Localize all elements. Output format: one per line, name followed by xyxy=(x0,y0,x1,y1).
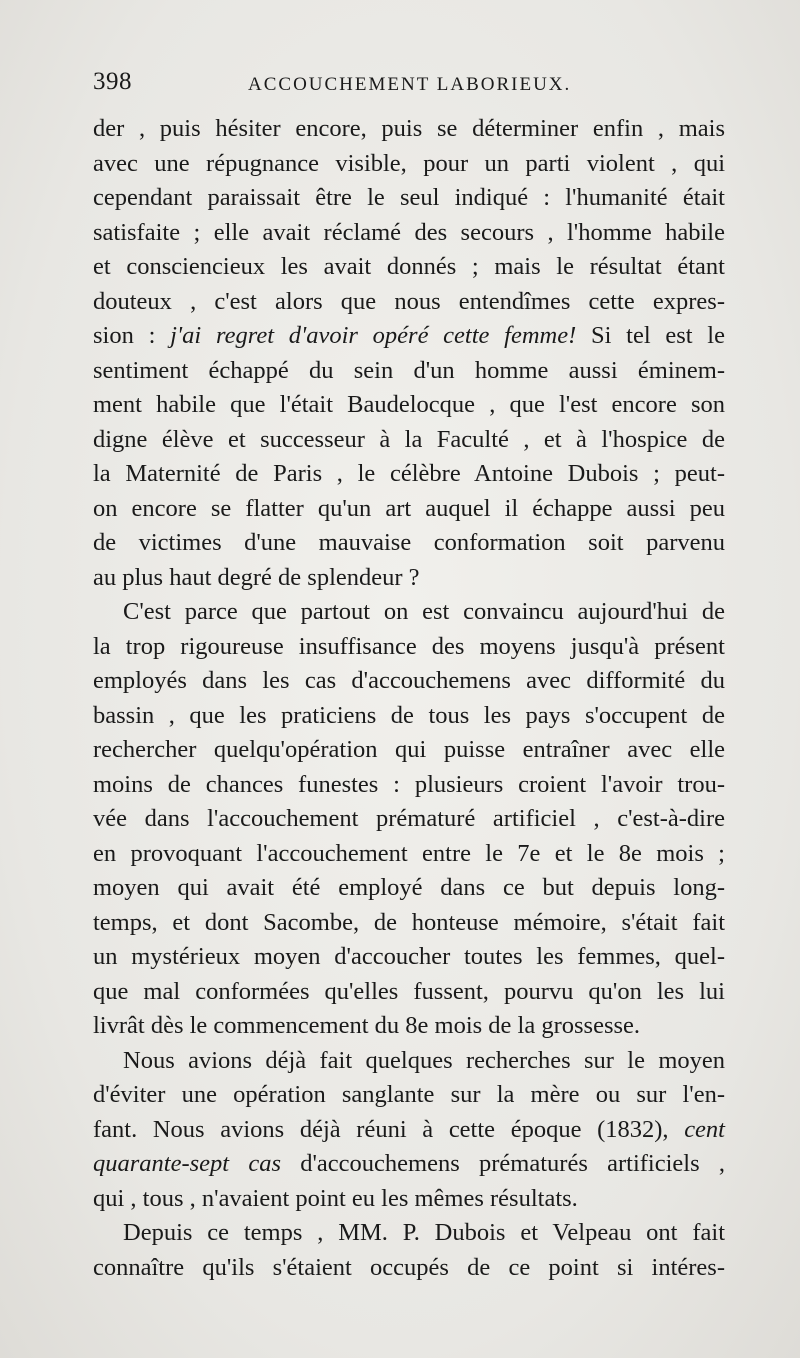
text-line: livrât dès le commencement du 8e mois de la grossesse. xyxy=(93,1012,641,1039)
text-line: satisfaite ; elle avait réclamé des secours , l'homme habile xyxy=(93,218,725,246)
text-line: un mystérieux moyen d'accoucher toutes les femmes, quel- xyxy=(93,943,725,970)
text-line: sentiment échappé du sein d'un homme aussi éminem- xyxy=(93,356,725,384)
text-line: employés dans les cas d'accouchemens avec difformité du xyxy=(93,667,725,694)
italic-count: cent xyxy=(684,1115,725,1143)
text-line: de victimes d'une mauvaise conformation soit parvenu xyxy=(93,529,725,556)
text-line: connaître qu'ils s'étaient occupés de ce point si intéres- xyxy=(93,1253,725,1281)
body-text xyxy=(93,112,725,1285)
text-segment: d'accouchemens prématurés artificiels , xyxy=(281,1150,726,1177)
text-line: douteux , c'est alors que nous entendîmes cette expres- xyxy=(93,287,725,315)
paragraph-1 xyxy=(93,112,725,595)
text-segment: sion : xyxy=(93,322,171,349)
text-line: digne élève et successeur à la Faculté , et à l'hospice de xyxy=(93,425,725,453)
text-segment: Si tel est le xyxy=(576,322,725,349)
page-number: 398 xyxy=(93,68,132,95)
text-line: Depuis ce temps , MM. P. Dubois et Velpeau ont fait xyxy=(123,1219,725,1246)
text-line: que mal conformées qu'elles fussent, pourvu qu'on les lui xyxy=(93,977,725,1005)
text-line: qui , tous , n'avaient point eu les mêmes résultats. xyxy=(93,1184,578,1212)
text-line: la trop rigoureuse insuffisance des moyens jusqu'à présent xyxy=(93,632,725,660)
text-line: rechercher quelqu'opération qui puisse entraîner avec elle xyxy=(93,736,725,763)
text-line: ment habile que l'était Baudelocque , que l'est encore son xyxy=(93,391,725,418)
text-line: la Maternité de Paris , le célèbre Antoine Dubois ; peut- xyxy=(93,460,725,487)
italic-count: quarante-sept cas xyxy=(93,1150,282,1177)
page-header xyxy=(93,68,725,104)
text-line: moins de chances funestes : plusieurs croient l'avoir trou- xyxy=(93,770,725,798)
text-line: avec une répugnance visible, pour un parti violent , qui xyxy=(93,149,725,177)
text-line: temps, et dont Sacombe, de honteuse mémoire, s'était fait xyxy=(93,908,725,936)
paragraph-3 xyxy=(93,1044,725,1217)
text-line: moyen qui avait été employé dans ce but depuis long- xyxy=(93,874,725,901)
text-line: et consciencieux les avait donnés ; mais le résultat étant xyxy=(93,253,725,280)
quoted-exclamation: j'ai regret d'avoir opéré cette femme! xyxy=(170,322,577,349)
text-line: on encore se flatter qu'un art auquel il échappe aussi peu xyxy=(93,494,725,522)
text-line: C'est parce que partout on est convaincu aujourd'hui de xyxy=(123,598,725,625)
paragraph-4 xyxy=(93,1216,725,1285)
text-line: bassin , que les praticiens de tous les pays s'occupent de xyxy=(93,701,725,729)
text-line: der , puis hésiter encore, puis se déterminer enfin , mais xyxy=(93,115,725,142)
text-line: vée dans l'accouchement prématuré artificiel , c'est-à-dire xyxy=(93,805,725,832)
paragraph-2 xyxy=(93,595,725,1044)
text-line: Nous avions déjà fait quelques recherches sur le moyen xyxy=(123,1046,725,1074)
text-line: cependant paraissait être le seul indiqué : l'humanité était xyxy=(93,184,725,211)
text-line xyxy=(93,319,725,354)
text-line: en provoquant l'accouchement entre le 7e et le 8e mois ; xyxy=(93,839,725,867)
text-line xyxy=(93,1147,725,1182)
text-segment: fant. Nous avions déjà réuni à cette époque (1832), xyxy=(93,1115,685,1143)
running-title: ACCOUCHEMENT LABORIEUX. xyxy=(248,74,572,95)
text-line xyxy=(93,1113,725,1148)
text-line: au plus haut degré de splendeur ? xyxy=(93,563,420,591)
text-line: d'éviter une opération sanglante sur la mère ou sur l'en- xyxy=(93,1081,725,1108)
